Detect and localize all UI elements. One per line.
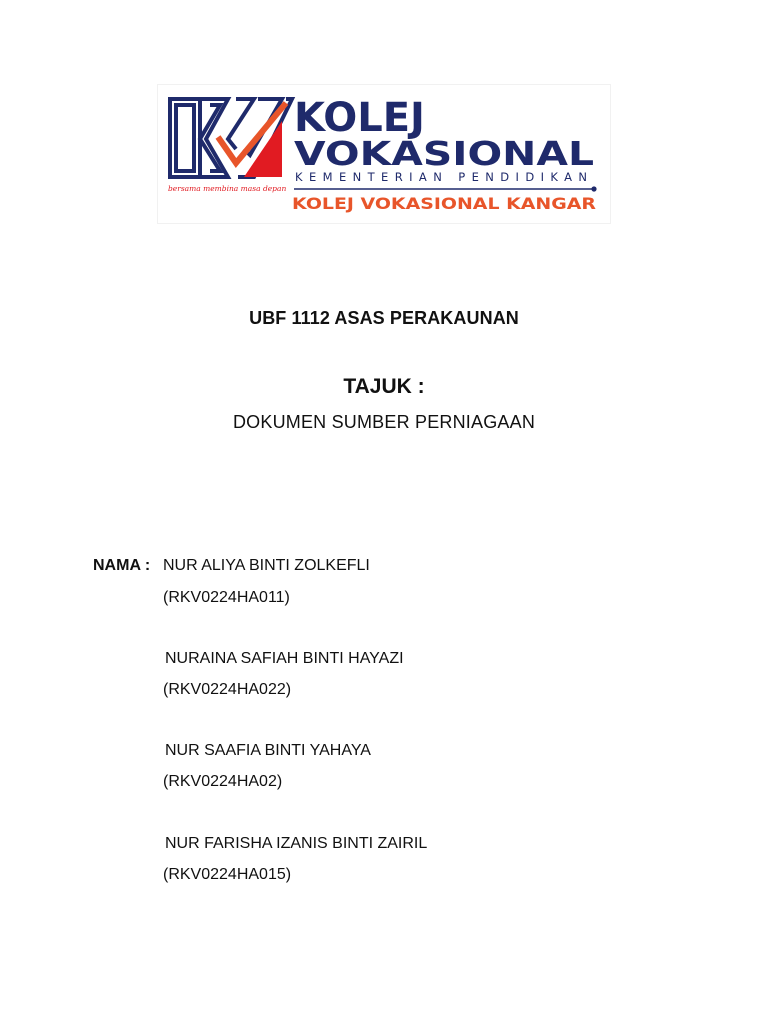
logo-text-vokasional: VOKASIONAL [294, 134, 594, 173]
member-id: (RKV0224HA011) [163, 589, 290, 606]
logo-tagline: bersama membina masa depan [168, 184, 287, 193]
logo-graphic [158, 85, 610, 223]
topic-value: DOKUMEN SUMBER PERNIAGAAN [232, 412, 536, 432]
names-label: NAMA : [93, 557, 151, 574]
member-name: NUR ALIYA BINTI ZOLKEFLI [163, 557, 370, 574]
logo-text-ministry: KEMENTERIAN PENDIDIKAN [295, 170, 587, 184]
member-name: NUR SAAFIA BINTI YAHAYA [165, 742, 371, 759]
member-id: (RKV0224HA022) [163, 681, 292, 698]
course-title: UBF 1112 ASAS PERAKAUNAN [249, 308, 519, 328]
logo-divider-dot-icon [591, 186, 596, 191]
member-name: NUR FARISHA IZANIS BINTI ZAIRIL [165, 835, 428, 852]
logo-text-kolej: KOLEJ [294, 95, 425, 141]
logo-text-college: KOLEJ VOKASIONAL KANGAR [292, 194, 596, 213]
topic-label: TAJUK : [343, 375, 425, 398]
kolej-vokasional-logo [158, 85, 610, 223]
member-id: (RKV0224HA015) [163, 866, 292, 883]
member-name: NURAINA SAFIAH BINTI HAYAZI [165, 650, 404, 667]
member-id: (RKV0224HA02) [163, 773, 283, 790]
